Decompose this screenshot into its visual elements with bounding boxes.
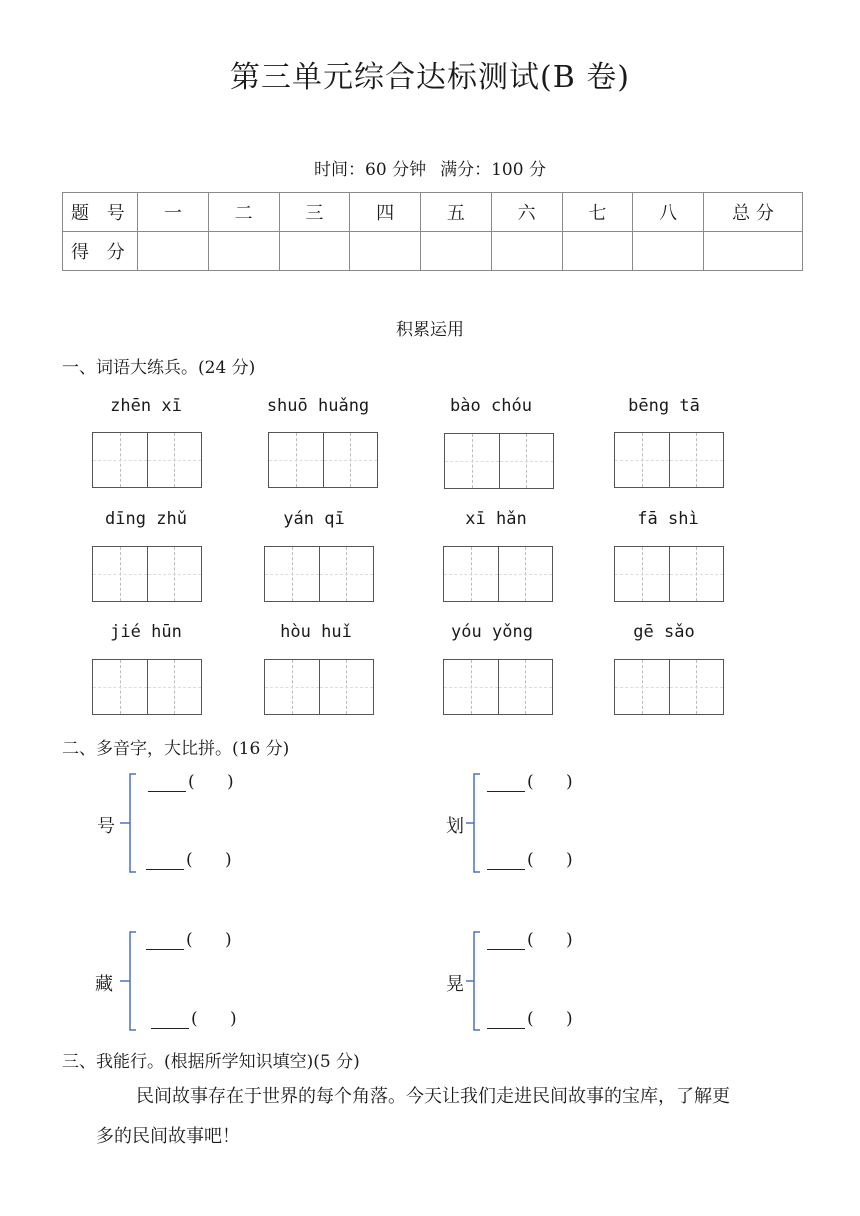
score-cell[interactable] (138, 232, 209, 271)
score-cell[interactable] (350, 232, 421, 271)
score-cell[interactable] (704, 232, 803, 271)
bracket-icon (130, 774, 136, 872)
writing-grid[interactable] (444, 433, 554, 489)
polyphone-char: 晃 (446, 974, 464, 995)
writing-grid[interactable] (614, 546, 724, 602)
pinyin-label: shuō huǎng (266, 396, 370, 416)
writing-grid[interactable] (268, 432, 378, 488)
bracket-icon (474, 932, 480, 1030)
score-table-score-row (63, 232, 803, 271)
answer-blank[interactable]: ( ) (487, 1009, 573, 1029)
pinyin-label: bào chóu (450, 396, 532, 416)
score-table-header-cell: 八 (633, 193, 704, 232)
writing-grid[interactable] (614, 432, 724, 488)
q3-heading: 三、我能行。(根据所学知识填空)(5 分) (62, 1052, 360, 1072)
score-cell[interactable] (562, 232, 633, 271)
writing-grid[interactable] (443, 659, 553, 715)
score-table-header-cell: 三 (279, 193, 350, 232)
pinyin-label: jié hūn (110, 622, 182, 642)
score-table-header-cell: 四 (350, 193, 421, 232)
q3-paragraph-line1: 民间故事存在于世界的每个角落。今天让我们走进民间故事的宝库，了解更 (136, 1086, 730, 1107)
pinyin-label: dīng zhǔ (105, 509, 187, 529)
writing-grid[interactable] (92, 659, 202, 715)
q3-paragraph-line2: 多的民间故事吧！ (96, 1126, 240, 1147)
section-title: 积累运用 (396, 320, 464, 340)
polyphone-char: 划 (446, 816, 464, 837)
answer-blank[interactable]: ( ) (151, 1009, 237, 1029)
pinyin-label: gē sǎo (633, 622, 695, 642)
pinyin-label: bēng tā (628, 396, 700, 416)
writing-grid[interactable] (264, 659, 374, 715)
full-score: 满分：100 分 (440, 160, 546, 180)
pinyin-label: yóu yǒng (451, 622, 533, 642)
score-table-header-cell: 五 (421, 193, 492, 232)
q1-heading: 一、词语大练兵。(24 分) (62, 358, 256, 378)
time-limit: 时间：60 分钟 (314, 160, 427, 180)
answer-blank[interactable]: ( ) (487, 772, 573, 792)
bracket-lines (0, 770, 860, 1040)
writing-grid[interactable] (92, 432, 202, 488)
writing-grid[interactable] (443, 546, 553, 602)
score-cell[interactable] (421, 232, 492, 271)
writing-grid[interactable] (92, 546, 202, 602)
polyphone-char: 号 (97, 816, 115, 837)
bracket-icon (474, 774, 480, 872)
answer-blank[interactable]: ( ) (146, 850, 232, 870)
score-table-header-cell: 二 (208, 193, 279, 232)
score-table-header-cell: 总 分 (704, 193, 803, 232)
answer-blank[interactable]: ( ) (487, 850, 573, 870)
answer-blank[interactable]: ( ) (146, 930, 232, 950)
pinyin-label: yán qī (283, 509, 345, 529)
writing-grid[interactable] (614, 659, 724, 715)
bracket-icon (130, 932, 136, 1030)
pinyin-label: hòu huǐ (280, 622, 352, 642)
page-title: 第三单元综合达标测试(B 卷) (230, 60, 630, 95)
answer-blank[interactable]: ( ) (148, 772, 234, 792)
score-cell[interactable] (279, 232, 350, 271)
score-table-header-row (63, 193, 803, 232)
q2-heading: 二、多音字，大比拼。(16 分) (62, 739, 290, 759)
score-row-label: 得 分 (63, 232, 138, 271)
polyphone-char: 藏 (95, 974, 113, 995)
score-cell[interactable] (491, 232, 562, 271)
score-cell[interactable] (633, 232, 704, 271)
score-table-header-cell: 六 (491, 193, 562, 232)
score-cell[interactable] (208, 232, 279, 271)
answer-blank[interactable]: ( ) (487, 930, 573, 950)
pinyin-label: fā shì (637, 509, 699, 529)
score-table-header-cell: 七 (562, 193, 633, 232)
score-table (62, 192, 803, 271)
time-info (0, 155, 860, 180)
pinyin-label: zhēn xī (110, 396, 182, 416)
writing-grid[interactable] (264, 546, 374, 602)
pinyin-label: xī hǎn (465, 509, 527, 529)
score-table-header-cell: 一 (138, 193, 209, 232)
score-table-header-cell: 题 号 (63, 193, 138, 232)
